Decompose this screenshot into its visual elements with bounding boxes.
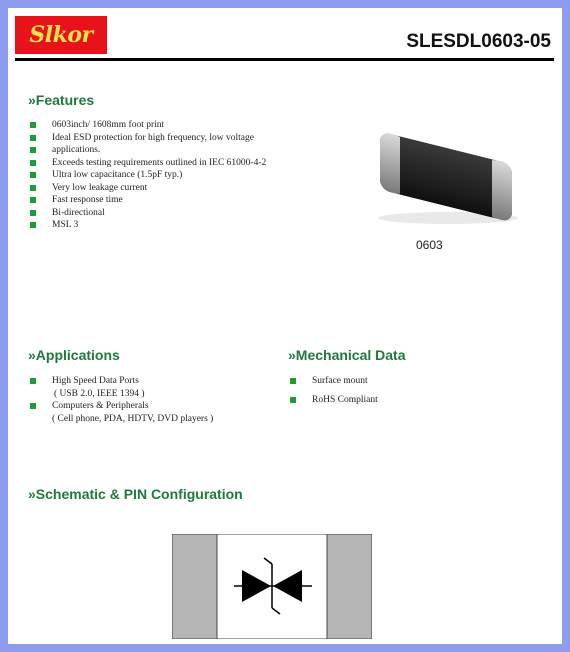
- list-item: Surface mount: [288, 375, 488, 388]
- schematic-title: Schematic & PIN Configuration: [35, 486, 243, 502]
- list-item: [28, 400, 288, 425]
- list-item-text: Computers & Peripherals: [52, 401, 149, 411]
- double-chevron-icon: »: [28, 92, 36, 108]
- list-item: MSL 3: [28, 219, 348, 232]
- list-item: Exceeds testing requirements outlined in IEC 61000-4-2: [28, 157, 348, 170]
- package-label: 0603: [416, 238, 443, 252]
- part-number: SLESDL0603-05: [406, 31, 551, 52]
- double-chevron-icon: »: [28, 347, 36, 363]
- applications-list: [28, 375, 288, 425]
- header-divider: [15, 58, 554, 61]
- mechanical-title: Mechanical Data: [295, 347, 406, 363]
- list-item: RoHS Compliant: [288, 394, 488, 407]
- schematic-heading: [28, 486, 243, 502]
- list-item: Fast response time: [28, 194, 348, 207]
- list-item: Ideal ESD protection for high frequency, low voltage: [28, 132, 348, 145]
- mechanical-heading: [288, 347, 406, 363]
- list-item: Ultra low capacitance (1.5pF typ.): [28, 169, 348, 182]
- features-title: Features: [35, 92, 95, 108]
- list-item: 0603inch/ 1608mm foot print: [28, 119, 348, 132]
- list-item: [28, 375, 288, 400]
- double-chevron-icon: »: [28, 486, 36, 502]
- list-item: Bi-directional: [28, 207, 348, 220]
- schematic-diagram: [172, 534, 372, 639]
- datasheet-page: [8, 8, 562, 644]
- brand-logo: Slkor: [15, 16, 107, 54]
- features-heading: [28, 92, 94, 108]
- mechanical-list: [288, 375, 488, 406]
- list-item-continuation: applications.: [28, 144, 348, 157]
- list-item-subtext: ( Cell phone, PDA, HDTV, DVD players ): [52, 413, 214, 424]
- list-item-text: High Speed Data Ports: [52, 376, 139, 386]
- chip-0603-image: [366, 120, 526, 230]
- features-list: [28, 119, 348, 232]
- applications-heading: [28, 347, 120, 363]
- smd-chip-icon: [366, 120, 526, 230]
- applications-title: Applications: [35, 347, 120, 363]
- list-item: Very low leakage current: [28, 182, 348, 195]
- bidirectional-tvs-diode-icon: [172, 534, 372, 639]
- list-item-subtext: ( USB 2.0, IEEE 1394 ): [54, 388, 145, 399]
- double-chevron-icon: »: [288, 347, 296, 363]
